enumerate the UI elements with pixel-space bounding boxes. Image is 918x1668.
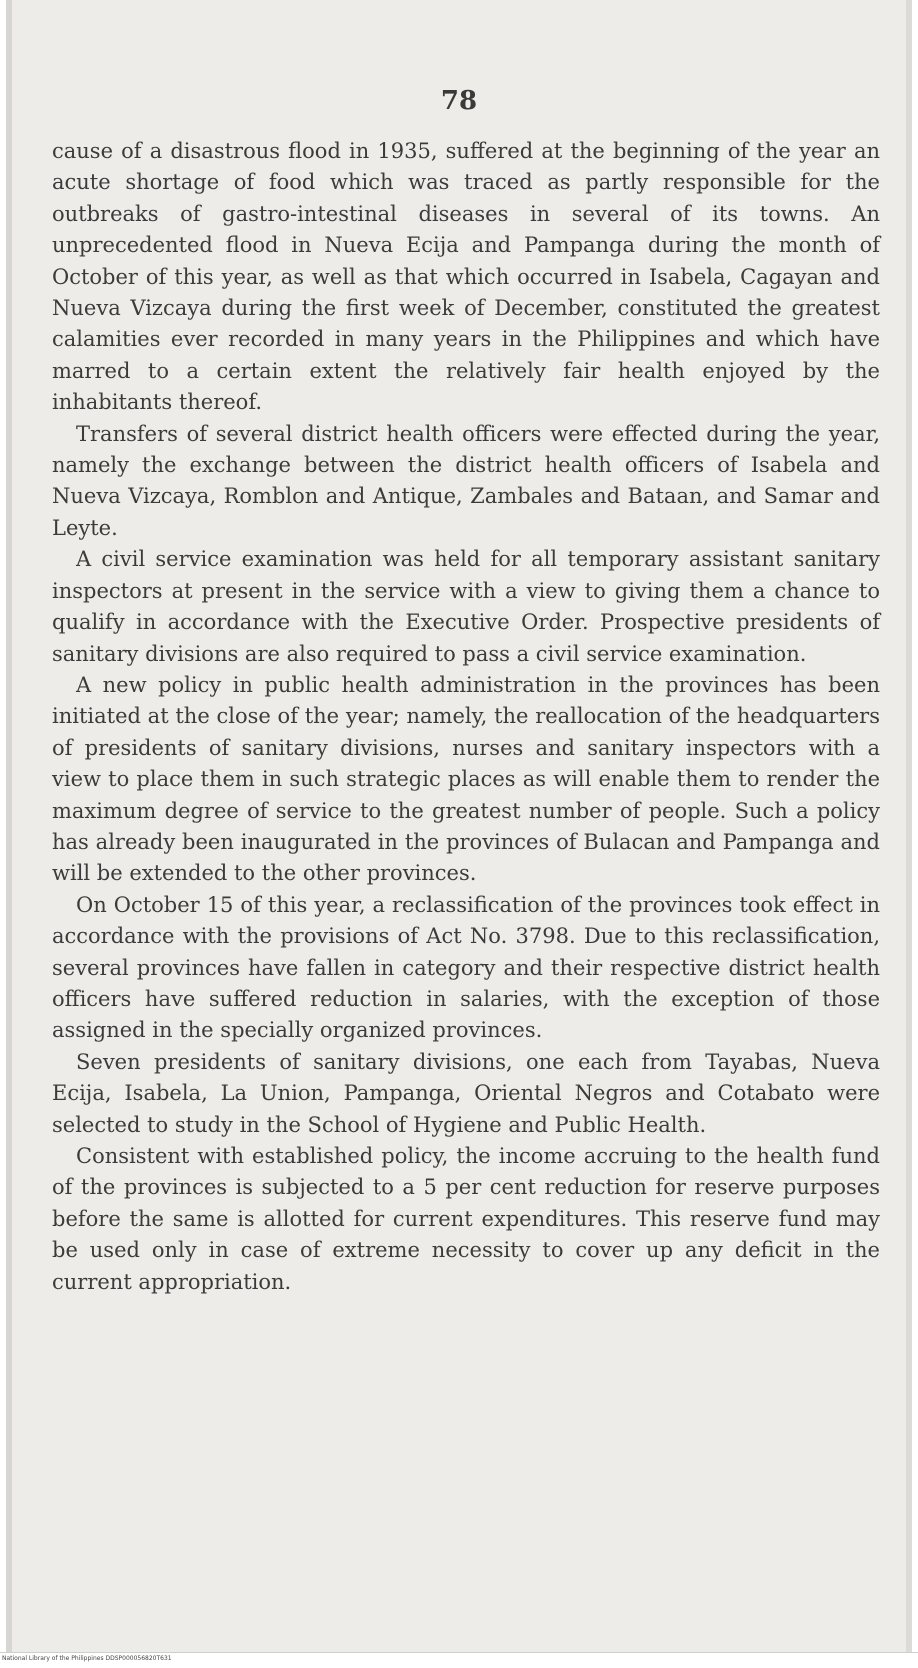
paragraph-civil-service: A civil service examination was held for all temporary assistant sanitary inspectors at present in the service with a view to giving them a chance to qualify in accordance with the Executive Order. Prospective presidents of sanitary divisions are also required to pass a civil service examination. <box>52 547 880 666</box>
paragraph-new-policy: A new policy in public health administration in the provinces has been initiated at the close of the year; namely, the reallocation of the headquarters of presidents of sanitary divisions, nurses and sanitary inspectors with a view to place them in such strategic places as will enable them to render the maximum degree of service to the greatest number of people. Such a policy has already been inaugurated in the provinces of Bulacan and Pampanga and will be extended to the other provinces. <box>52 672 880 886</box>
page-right-edge <box>906 0 912 1652</box>
paragraph-transfers: Transfers of several district health officers were effected during the year, namely the exchange between the district health officers of Isabela and Nueva Vizcaya, Romblon and Antique, Zambales and Bataan, and Samar and Leyte. <box>52 421 880 540</box>
scan-footer <box>0 1652 918 1668</box>
paragraph-health-fund: Consistent with established policy, the income accruing to the health fund of the provinces is subjected to a 5 per cent reduction for reserve purposes before the same is allotted for current expenditures. This reserve fund may be used only in case of extreme necessity to cover up any deficit in the current appropriation. <box>52 1144 880 1294</box>
paragraph-flood-continuation: cause of a disastrous flood in 1935, suffered at the beginning of the year an acute shortage of food which was traced as partly responsible for the outbreaks of gastro-intestinal diseases in several of its towns. An unprecedented flood in Nueva Ecija and Pampanga during the month of October of this year, as well as that which occurred in Isabela, Cagayan and Nueva Vizcaya during the first week of December, constituted the greatest calamities ever recorded in many years in the Philippines and which have marred to a certain extent the relatively fair health enjoyed by the inhabitants thereof. <box>52 139 880 415</box>
page-left-edge <box>6 0 12 1652</box>
page-number: 78 <box>440 86 478 116</box>
scanned-page <box>6 0 912 1652</box>
paragraph-reclassification: On October 15 of this year, a reclassification of the provinces took effect in accordance with the provisions of Act No. 3798. Due to this reclassification, several provinces have fallen in category and their respective district health officers have suffered reduction in salaries, with the exception of those assigned in the specially organized provinces. <box>52 892 880 1043</box>
scan-credit: National Library of the Philippines DDSP000056820T631 <box>2 1655 172 1662</box>
body-text <box>52 136 880 1298</box>
paragraph-seven-presidents: Seven presidents of sanitary divisions, one each from Tayabas, Nueva Ecija, Isabela, La Union, Pampanga, Oriental Negros and Cotabato were selected to study in the School of Hygiene and Public Health. <box>52 1049 880 1137</box>
